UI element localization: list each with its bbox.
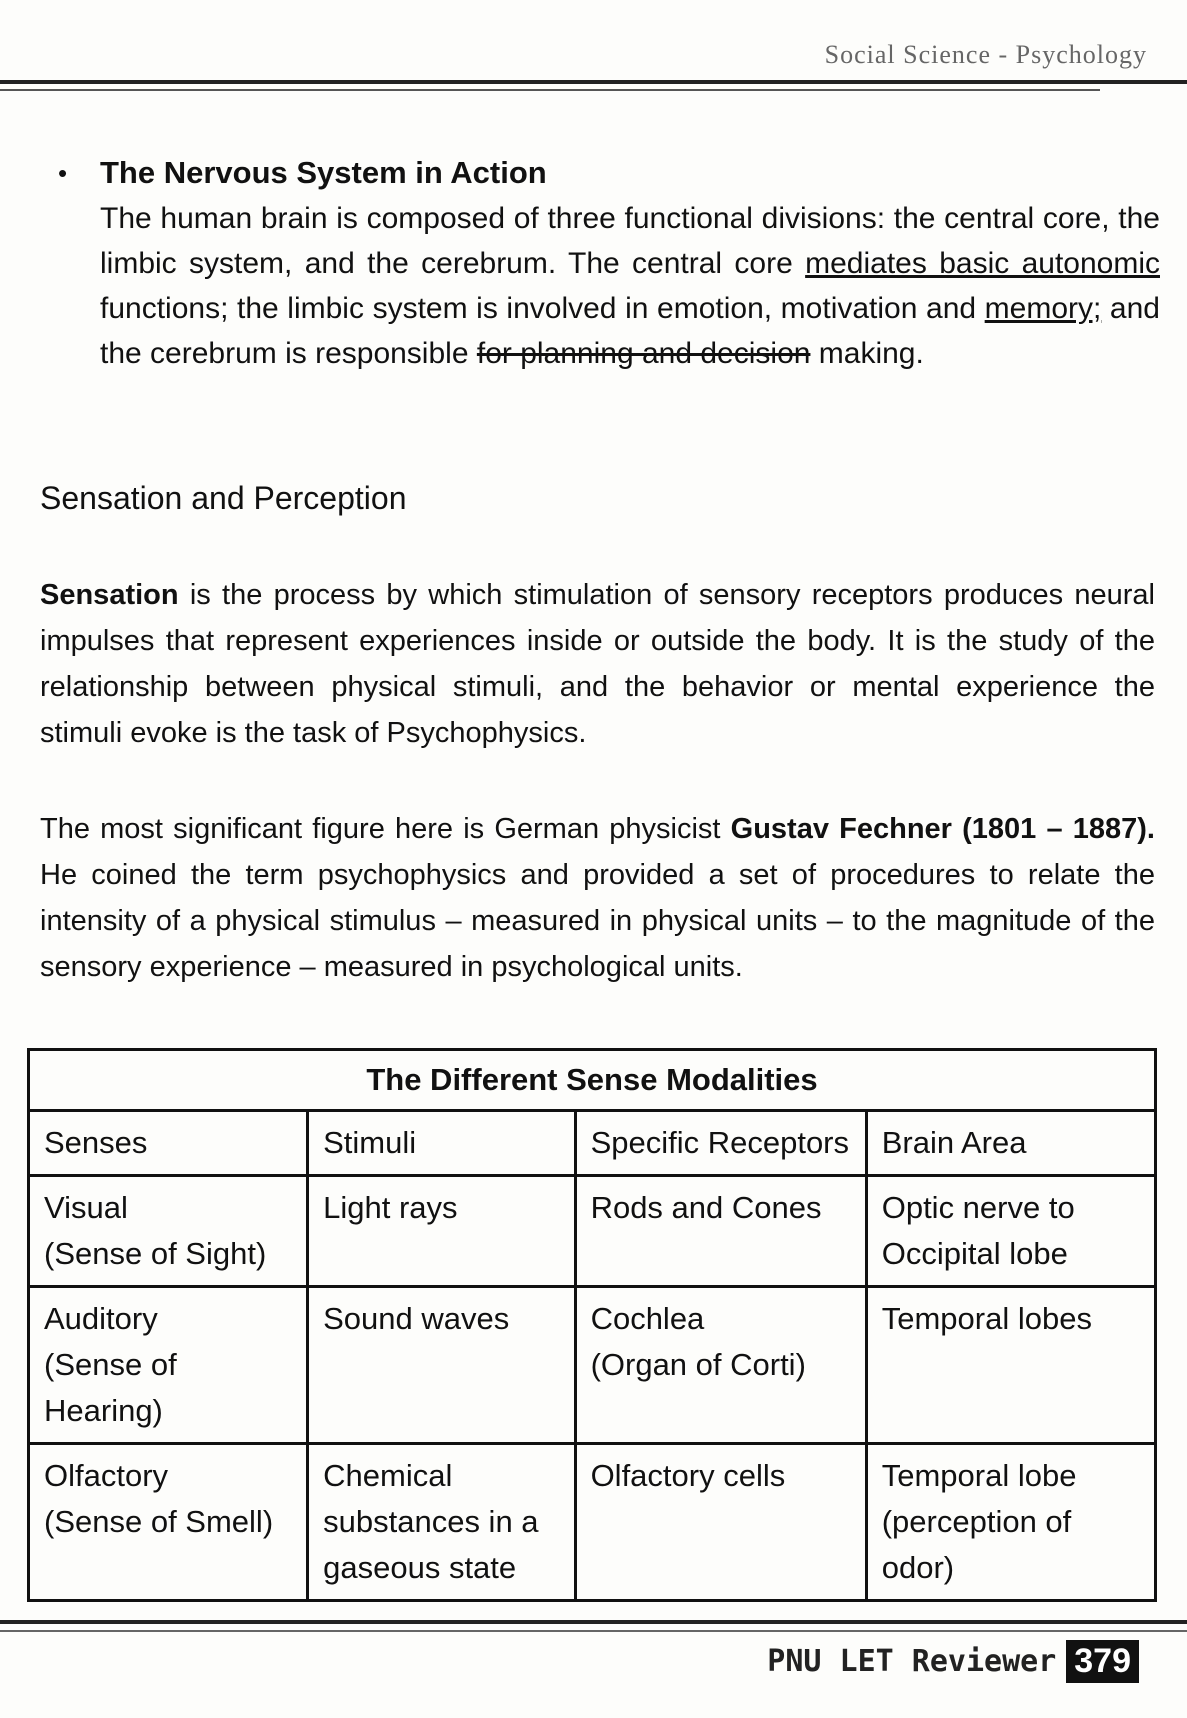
brain-area-cell: Temporal lobes [866, 1287, 1155, 1444]
page-footer [767, 1640, 1139, 1683]
fechner-paragraph [40, 806, 1155, 990]
text-fragment: making. [810, 337, 924, 370]
text-fragment: functions; the limbic system is involved in emotion, motivation and [100, 292, 985, 325]
page-number: 379 [1066, 1640, 1139, 1683]
column-header: Senses [29, 1111, 308, 1176]
text-fragment: The human brain is composed of three functional divisions: the central core, the limbic system, and the cerebrum. The central core [100, 202, 1160, 280]
receptors-cell [575, 1176, 866, 1287]
text-fragment: and the cerebrum is responsible [100, 292, 1160, 370]
sense-modalities-table [27, 1048, 1157, 1602]
sensation-definition [40, 572, 1155, 756]
sense-cell [29, 1287, 308, 1444]
receptor-name: Cochlea [590, 1301, 705, 1336]
receptor-subtitle: (Organ of Corti) [590, 1347, 806, 1382]
text-fragment: He coined the term psychophysics and provided a set of procedures to relate the intensity of a physical stimulus – measured in physical units – to the magnitude of the sensory experience – measured in psychological units. [40, 859, 1155, 983]
table-title: The Different Sense Modalities [29, 1050, 1156, 1111]
receptors-cell [575, 1287, 866, 1444]
sensation-term: Sensation [40, 579, 179, 611]
stimuli-cell: Sound waves [308, 1287, 575, 1444]
nervous-system-heading: The Nervous System in Action [100, 155, 547, 190]
footer-label: PNU LET Reviewer [767, 1644, 1057, 1679]
running-head: Social Science - Psychology [824, 40, 1147, 69]
underlined-text: mediates basic autonomic [805, 247, 1160, 280]
table-row [29, 1176, 1156, 1287]
sense-subtitle: (Sense of Smell) [44, 1504, 274, 1539]
sense-subtitle: (Sense of Hearing) [44, 1347, 177, 1428]
stimuli-cell: Chemical substances in a gaseous state [308, 1444, 575, 1601]
struck-text: for planning and decision [476, 337, 811, 370]
receptor-name: Olfactory cells [590, 1458, 786, 1493]
sensation-heading: Sensation and Perception [40, 480, 407, 516]
definition-text: is the process by which stimulation of sensory receptors produces neural impulses that represent experiences inside or outside the body. It is the study of the relationship between physical stimuli, and the behavior or mental experience the stimuli evoke is the task of Psychophysics. [40, 579, 1155, 749]
stimuli-cell: Light rays [308, 1176, 575, 1287]
footer-rule [0, 1620, 1187, 1624]
receptor-name: Rods and Cones [590, 1190, 822, 1225]
table-row [29, 1444, 1156, 1601]
sense-cell [29, 1444, 308, 1601]
receptors-cell [575, 1444, 866, 1601]
text-fragment: The most significant figure here is German physicist [40, 813, 731, 845]
brain-area-cell: Temporal lobe (perception of odor) [866, 1444, 1155, 1601]
bullet-icon: • [58, 158, 68, 188]
sense-name: Auditory [44, 1301, 158, 1336]
table-header-row [29, 1111, 1156, 1176]
column-header: Stimuli [308, 1111, 575, 1176]
header-rule-secondary [0, 89, 1100, 91]
sense-name: Visual [44, 1190, 128, 1225]
sense-cell [29, 1176, 308, 1287]
footer-rule-secondary [0, 1630, 1187, 1632]
brain-area-cell: Optic nerve to Occipital lobe [866, 1176, 1155, 1287]
column-header: Brain Area [866, 1111, 1155, 1176]
column-header: Specific Receptors [575, 1111, 866, 1176]
underlined-text: memory; [984, 292, 1102, 325]
table-row [29, 1287, 1156, 1444]
sense-subtitle: (Sense of Sight) [44, 1236, 267, 1271]
sense-name: Olfactory [44, 1458, 169, 1493]
fechner-name: Gustav Fechner (1801 – 1887). [730, 813, 1155, 845]
table-title-row [29, 1050, 1156, 1111]
nervous-system-paragraph [100, 196, 1160, 376]
nervous-system-section [100, 150, 1160, 376]
header-rule [0, 80, 1187, 84]
